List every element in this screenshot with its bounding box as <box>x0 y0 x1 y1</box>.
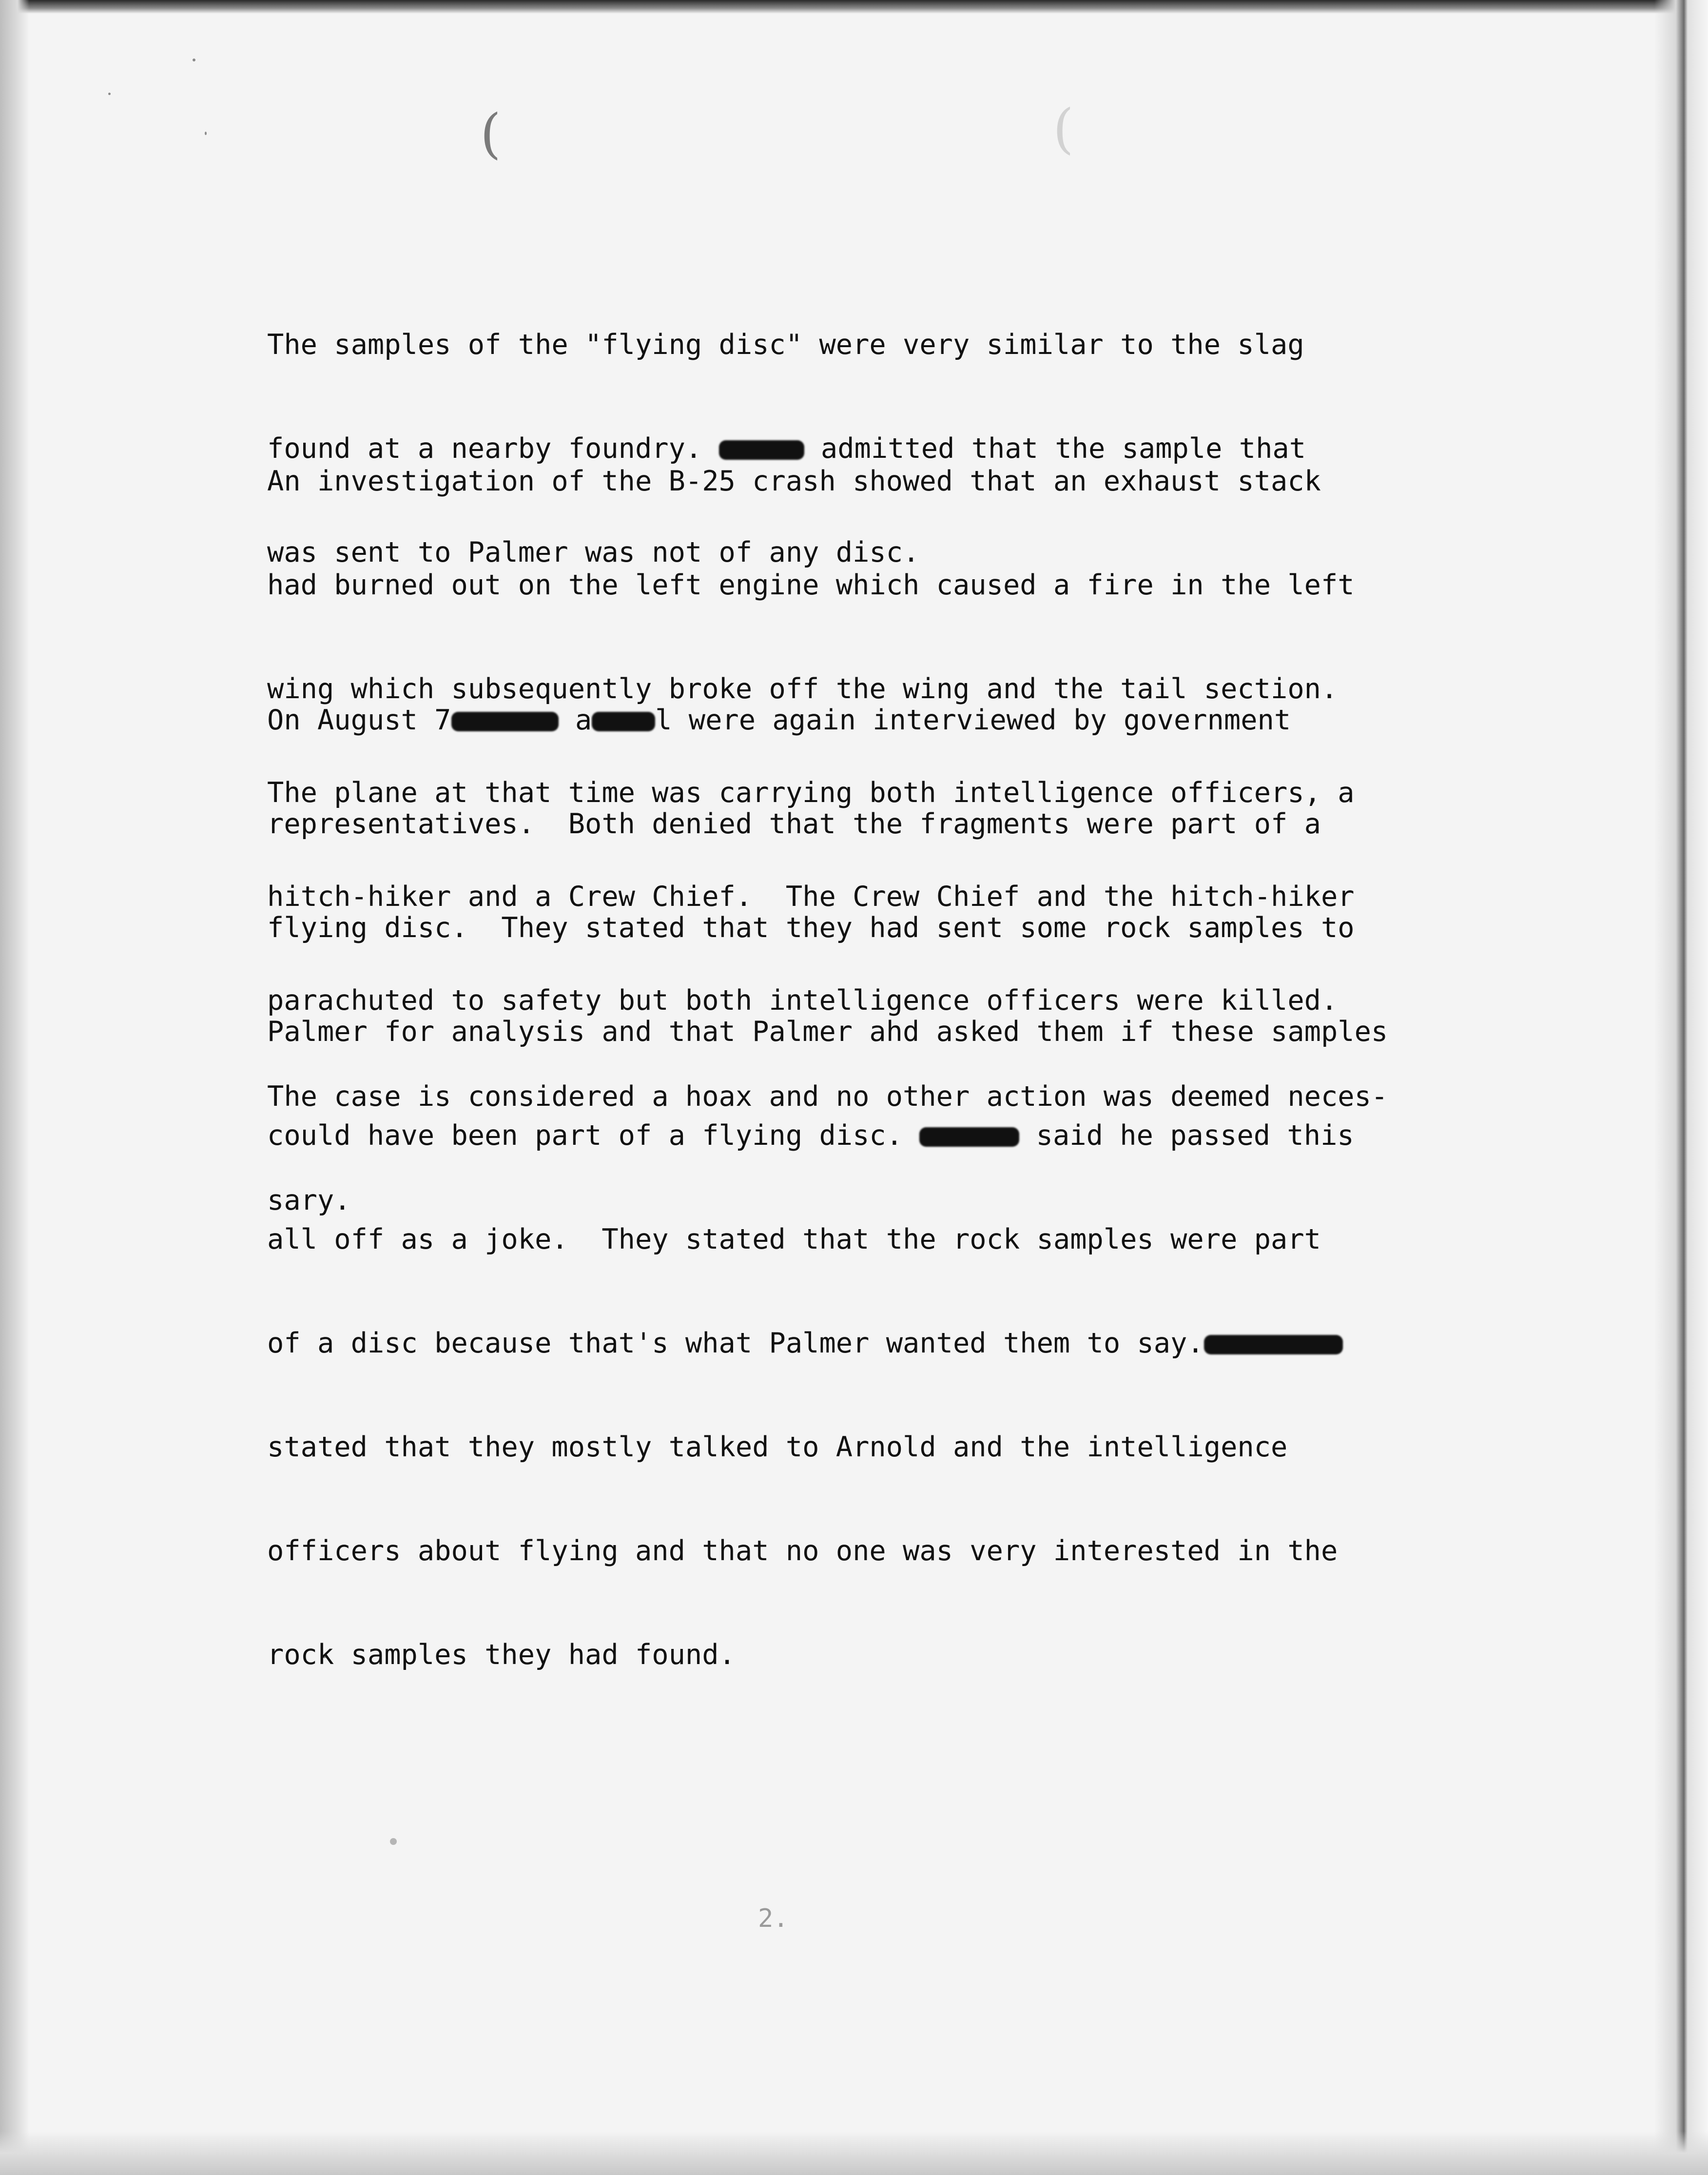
text-line <box>267 328 1461 362</box>
text-run: sary. <box>267 1184 351 1216</box>
text-run: An investigation of the B-25 crash showed that an exhaust stack <box>267 465 1321 497</box>
text-line <box>267 1079 1461 1114</box>
text-line <box>267 1534 1461 1568</box>
redaction-mark <box>592 712 655 731</box>
text-run: a <box>558 704 592 736</box>
scan-speck <box>390 1838 397 1845</box>
text-line <box>267 1183 1461 1218</box>
scan-speck <box>205 132 207 135</box>
text-run: hitch-hiker and a Crew Chief. The Crew Chief and the hitch-hiker <box>267 881 1355 913</box>
text-run: flying disc. They stated that they had sent some rock samples to <box>267 912 1355 944</box>
text-run: found at a nearby foundry. <box>267 432 719 465</box>
text-run: rock samples they had found. <box>267 1639 736 1671</box>
text-run: of a disc because that's what Palmer wanted them to say. <box>267 1327 1204 1359</box>
text-run: The samples of the "flying disc" were very similar to the slag <box>267 329 1304 361</box>
binder-hole-mark-left: ( <box>480 102 501 165</box>
text-run: Palmer for analysis and that Palmer ahd asked them if these samples <box>267 1016 1388 1048</box>
text-line <box>267 911 1461 945</box>
text-run: l were again interviewed by government <box>655 704 1291 736</box>
text-run: could have been part of a flying disc. <box>267 1119 920 1152</box>
text-run: stated that they mostly talked to Arnold and the intelligence <box>267 1431 1288 1463</box>
text-line <box>267 568 1461 603</box>
redaction-mark <box>1204 1335 1343 1354</box>
scan-speck <box>193 59 195 61</box>
text-line <box>267 1326 1461 1361</box>
redaction-mark <box>451 712 559 731</box>
text-run: On August 7 <box>267 704 451 736</box>
scan-speck <box>108 93 111 95</box>
text-run: The case is considered a hoax and no other action was deemed neces- <box>267 1080 1388 1113</box>
text-run: The plane at that time was carrying both intelligence officers, a <box>267 777 1355 809</box>
text-run: officers about flying and that no one was very interested in the <box>267 1535 1338 1567</box>
text-run: parachuted to safety but both intelligence officers were killed. <box>267 984 1338 1017</box>
scan-edge-top <box>0 0 1708 14</box>
text-run: representatives. Both denied that the fragments were part of a <box>267 808 1321 840</box>
text-run: was sent to Palmer was not of any disc. <box>267 536 920 568</box>
scan-edge-bottom <box>0 2131 1708 2175</box>
text-run: admitted that the sample that <box>804 432 1306 465</box>
text-run: all off as a joke. They stated that the rock samples were part <box>267 1223 1321 1255</box>
binder-hole-mark-right: ( <box>1053 98 1074 160</box>
text-line <box>267 807 1461 842</box>
text-run: said he passed this <box>1019 1119 1354 1152</box>
scan-edge-left <box>0 0 29 2175</box>
text-line <box>267 1430 1461 1465</box>
page-number: 2. <box>758 1904 789 1933</box>
text-line <box>267 1638 1461 1672</box>
paragraph-conclusion <box>267 1010 1461 1287</box>
text-line <box>267 464 1461 499</box>
text-run: wing which subsequently broke off the wing and the tail section. <box>267 673 1338 705</box>
scan-edge-right <box>1654 0 1708 2175</box>
text-run: had burned out on the left engine which caused a fire in the left <box>267 569 1355 601</box>
text-line <box>267 703 1461 738</box>
